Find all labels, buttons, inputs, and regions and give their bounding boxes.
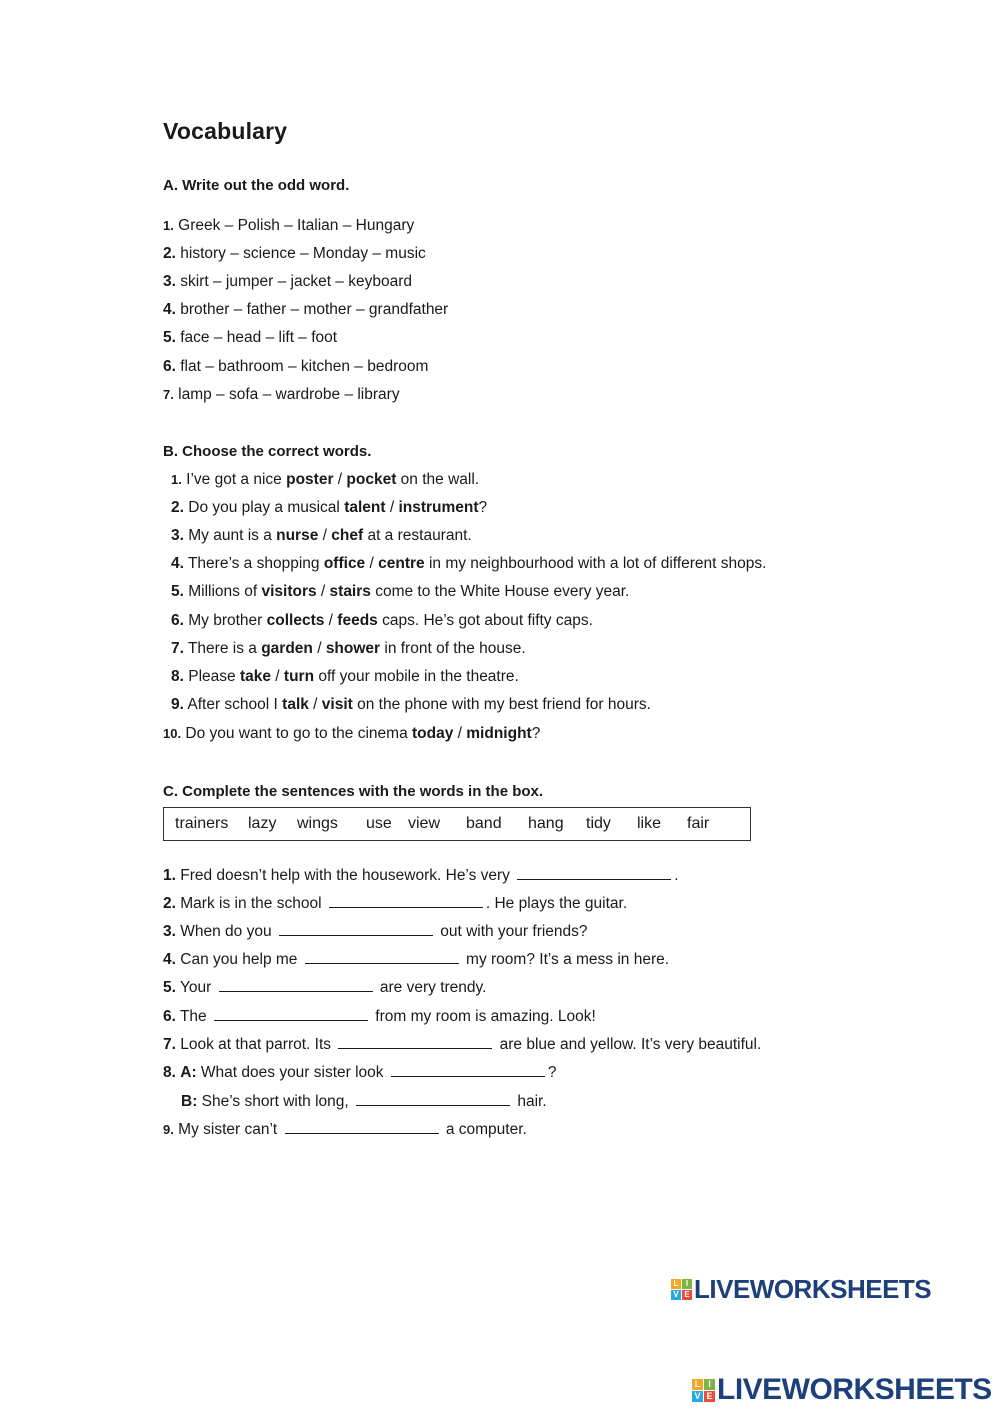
section-c-item-5 [163, 977, 486, 998]
item-before: What does your sister look [196, 1064, 388, 1081]
section-a-heading: A. Write out the odd word. [163, 177, 350, 194]
section-c-item-7 [163, 1034, 761, 1055]
logo-mark-letter: E [704, 1391, 715, 1402]
item-number: 2. [171, 499, 184, 516]
item-number: 9. [171, 696, 184, 713]
section-a-item-4 [163, 300, 448, 320]
option-b[interactable]: stairs [329, 583, 371, 600]
item-number: 9. [163, 1122, 174, 1137]
item-after: come to the White House every year. [370, 583, 630, 600]
item-after: my room? It’s a mess in here. [461, 951, 670, 968]
item-after: on the phone with my best friend for hours. [352, 696, 651, 713]
section-a-item-2 [163, 244, 426, 264]
item-number: 2. [163, 245, 176, 262]
item-text: face – head – lift – foot [180, 329, 338, 346]
section-b-item-5 [171, 582, 629, 602]
item-after: ? [547, 1064, 557, 1081]
logo-mark-letter: E [682, 1290, 692, 1300]
word-box-word: hang [528, 815, 564, 832]
section-c-item-3 [163, 921, 588, 942]
item-number: 1. [171, 472, 182, 487]
item-before: Please [188, 668, 240, 685]
item-before: Millions of [188, 583, 262, 600]
page-title: Vocabulary [163, 118, 288, 144]
section-a-item-7 [163, 385, 400, 405]
answer-blank[interactable] [329, 893, 483, 908]
option-separator: / [316, 583, 330, 600]
item-before: My aunt is a [188, 527, 277, 544]
logo-mark-letter: L [692, 1379, 703, 1390]
logo-mark-letter: I [704, 1379, 715, 1390]
item-before: Look at that parrot. Its [180, 1036, 336, 1053]
item-before: She’s short with long, [197, 1093, 354, 1110]
option-b[interactable]: shower [325, 640, 381, 657]
answer-blank[interactable] [391, 1062, 545, 1077]
option-separator: / [308, 696, 322, 713]
logo-mark-letter: V [671, 1290, 681, 1300]
logo-text: LIVEWORKSHEETS [694, 1274, 932, 1304]
liveworksheets-logo-footer [692, 1373, 992, 1407]
section-a-item-3 [163, 272, 412, 292]
section-c-item-8b [181, 1091, 547, 1112]
item-after: are blue and yellow. It’s very beautiful. [495, 1036, 762, 1053]
option-a[interactable]: visitors [261, 583, 317, 600]
word-box-word: band [466, 815, 502, 832]
word-box-word: fair [687, 815, 710, 832]
item-number: 6. [163, 1008, 176, 1025]
item-before: Mark is in the school [180, 895, 326, 912]
item-number: 7. [163, 1036, 176, 1053]
logo-mark-letter: I [682, 1279, 692, 1289]
option-separator: / [270, 668, 284, 685]
option-separator: / [385, 499, 399, 516]
item-before: Do you want to go to the cinema [185, 725, 412, 742]
option-a[interactable]: today [412, 725, 454, 742]
option-a[interactable]: office [323, 555, 366, 572]
item-before: There is a [187, 640, 262, 657]
item-number: 3. [163, 923, 176, 940]
answer-blank[interactable] [214, 1006, 368, 1021]
section-b-item-9 [171, 695, 651, 715]
item-after: are very trendy. [375, 979, 487, 996]
item-after: ? [531, 725, 541, 742]
answer-blank[interactable] [338, 1034, 492, 1049]
item-number: 6. [171, 612, 184, 629]
section-a-item-1 [163, 216, 414, 236]
section-c-item-2 [163, 893, 627, 914]
item-number: 5. [163, 979, 176, 996]
item-text: skirt – jumper – jacket – keyboard [180, 273, 412, 290]
item-after: off your mobile in the theatre. [314, 668, 519, 685]
speaker-label: A: [180, 1064, 197, 1081]
liveworksheets-logo [671, 1274, 931, 1305]
item-number: 7. [171, 640, 184, 657]
item-before: The [179, 1008, 211, 1025]
word-box-word: use [366, 815, 392, 832]
word-box-word: view [408, 815, 441, 832]
section-c-item-6 [163, 1006, 596, 1027]
item-after: ? [478, 499, 488, 516]
item-after: hair. [513, 1093, 547, 1110]
answer-blank[interactable] [356, 1091, 510, 1106]
section-b-heading: B. Choose the correct words. [163, 443, 372, 460]
item-after: on the wall. [396, 471, 480, 488]
option-a[interactable]: collects [266, 612, 325, 629]
item-number: 4. [163, 951, 176, 968]
item-text: history – science – Monday – music [180, 245, 426, 262]
item-number: 6. [163, 358, 176, 375]
section-c-item-9 [163, 1119, 527, 1140]
item-number: 2. [163, 895, 176, 912]
answer-blank[interactable] [219, 977, 373, 992]
item-number: 1. [163, 218, 174, 233]
item-after: in my neighbourhood with a lot of different shops. [424, 555, 767, 572]
answer-blank[interactable] [285, 1119, 439, 1134]
option-separator: / [333, 471, 347, 488]
item-number: 5. [163, 329, 176, 346]
item-number: 8. [163, 1064, 176, 1081]
logo-text: LIVEWORKSHEETS [717, 1373, 992, 1406]
option-a[interactable]: take [239, 668, 271, 685]
section-b-item-2 [171, 498, 487, 518]
section-b-item-7 [171, 639, 526, 659]
speaker-label: B: [181, 1093, 198, 1110]
section-b-item-4 [171, 554, 766, 574]
option-b[interactable]: feeds [337, 612, 378, 629]
word-box-word: tidy [586, 815, 611, 832]
option-a[interactable]: talent [344, 499, 386, 516]
item-after: . He plays the guitar. [485, 895, 628, 912]
section-c-item-8a [163, 1062, 556, 1083]
logo-mark-letter: V [692, 1391, 703, 1402]
option-a[interactable]: talk [282, 696, 309, 713]
section-b-item-1 [171, 470, 479, 490]
item-after: from my room is amazing. Look! [370, 1008, 596, 1025]
item-number: 4. [163, 301, 176, 318]
logo-mark-icon [671, 1279, 692, 1300]
option-b[interactable]: chef [331, 527, 364, 544]
option-separator: / [318, 527, 332, 544]
word-box-word: lazy [248, 815, 277, 832]
item-number: 10. [163, 726, 182, 741]
word-box-word: trainers [175, 815, 229, 832]
item-number: 1. [163, 867, 176, 884]
item-before: My sister can’t [178, 1121, 282, 1138]
option-b[interactable]: instrument [398, 499, 479, 516]
section-b-item-10 [163, 724, 540, 744]
section-b-item-8 [171, 667, 519, 687]
section-c-item-4 [163, 949, 669, 970]
item-text: flat – bathroom – kitchen – bedroom [180, 358, 429, 375]
item-after: at a restaurant. [363, 527, 472, 544]
item-before: There’s a shopping [187, 555, 324, 572]
word-box [163, 807, 751, 841]
item-after: a computer. [441, 1121, 527, 1138]
option-separator: / [453, 725, 467, 742]
item-number: 3. [171, 527, 184, 544]
item-number: 3. [163, 273, 176, 290]
word-box-word: like [637, 815, 662, 832]
section-c-item-1 [163, 865, 679, 886]
answer-blank[interactable] [305, 949, 459, 964]
option-a[interactable]: poster [286, 471, 334, 488]
item-before: I’ve got a nice [186, 471, 287, 488]
answer-blank[interactable] [517, 865, 671, 880]
answer-blank[interactable] [279, 921, 433, 936]
item-number: 4. [171, 555, 184, 572]
logo-mark-icon [692, 1379, 715, 1402]
option-b[interactable]: centre [378, 555, 425, 572]
item-text: Greek – Polish – Italian – Hungary [178, 217, 415, 234]
option-b[interactable]: midnight [466, 725, 532, 742]
item-before: Can you help me [180, 951, 302, 968]
item-text: lamp – sofa – wardrobe – library [178, 386, 400, 403]
option-a[interactable]: nurse [276, 527, 319, 544]
item-before: When do you [180, 923, 276, 940]
option-separator: / [324, 612, 338, 629]
section-b-item-3 [171, 526, 472, 546]
option-separator: / [365, 555, 379, 572]
option-b[interactable]: turn [283, 668, 315, 685]
item-after: out with your friends? [435, 923, 588, 940]
item-after: caps. He’s got about fifty caps. [377, 612, 593, 629]
item-before: Your [179, 979, 216, 996]
item-before: Do you play a musical [188, 499, 345, 516]
section-c-heading: C. Complete the sentences with the words in the box. [163, 783, 544, 800]
item-text: brother – father – mother – grandfather [180, 301, 449, 318]
item-before: My brother [188, 612, 267, 629]
option-separator: / [312, 640, 326, 657]
section-b-item-6 [171, 611, 593, 631]
item-number: 5. [171, 583, 184, 600]
logo-mark-letter: L [671, 1279, 681, 1289]
item-number: 7. [163, 387, 174, 402]
item-after: in front of the house. [380, 640, 526, 657]
item-before: After school I [187, 696, 283, 713]
option-b[interactable]: pocket [346, 471, 397, 488]
section-a-item-6 [163, 357, 428, 377]
word-box-word: wings [297, 815, 338, 832]
option-b[interactable]: visit [321, 696, 353, 713]
item-number: 8. [171, 668, 184, 685]
item-before: Fred doesn’t help with the housework. He’s very [180, 867, 515, 884]
item-after: . [674, 867, 679, 884]
section-a-item-5 [163, 328, 337, 348]
option-a[interactable]: garden [261, 640, 313, 657]
